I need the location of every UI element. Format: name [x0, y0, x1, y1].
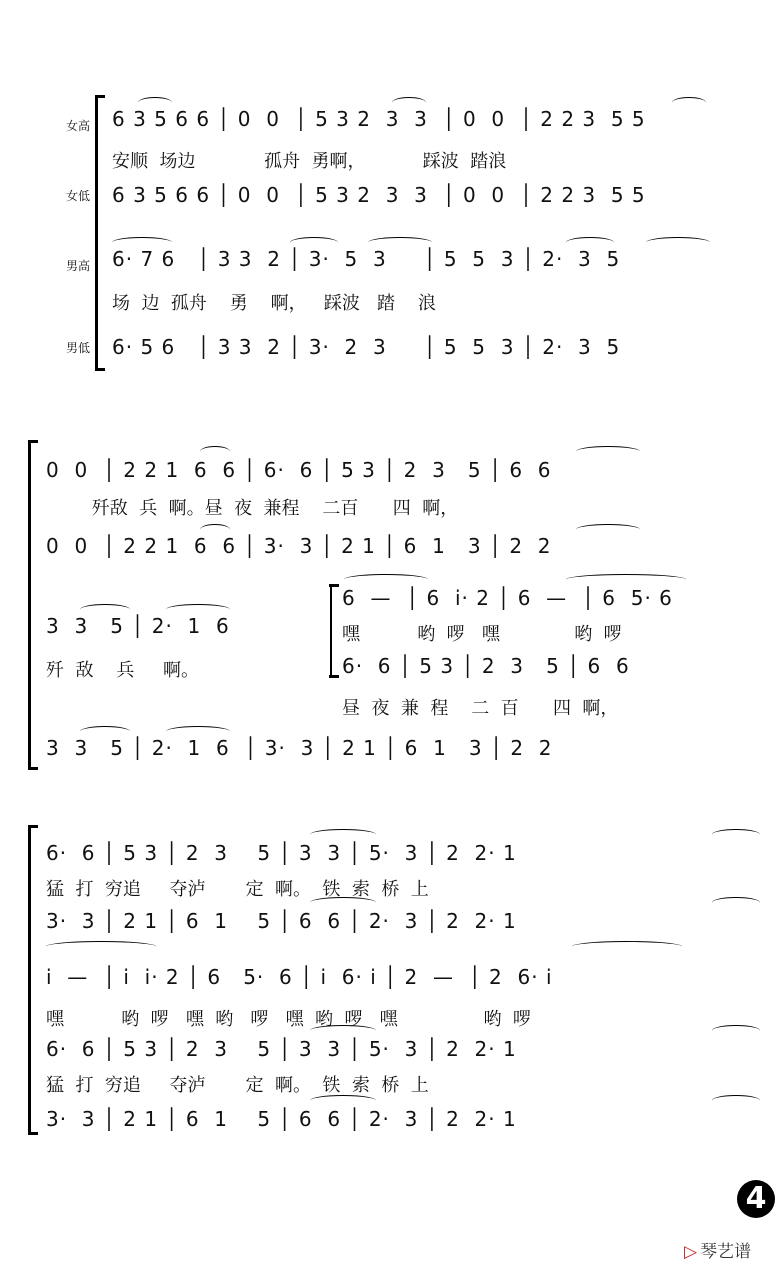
soprano-lyrics: 猛 打 穷追 夺泸 定 啊。 铁 索 桥 上 [46, 879, 429, 900]
slur [712, 829, 760, 840]
slur [200, 524, 230, 535]
logo-mark-icon: ▷ [684, 1242, 698, 1262]
slur [566, 237, 614, 248]
page-number-badge: 4 [737, 1180, 775, 1218]
slur [166, 726, 230, 737]
tenor-lyrics: 嘿 哟 啰 嘿 哟 啰 嘿 哟 啰 嘿 哟 啰 [46, 1009, 531, 1030]
slur [712, 1025, 760, 1036]
slur [80, 726, 130, 737]
soprano-lyrics: 歼敌 兵 啊。昼 夜 兼程 二百 四 啊， [46, 498, 459, 519]
alto-notes: 3· 3 │ 2 1 │ 6 1 5 │ 6 6 │ 2· 3 │ 2 2· 1 [46, 909, 517, 933]
tenor-notes: i — │ i i· 2 │ 6 5· 6 │ i 6· i │ 2 — │ 2 6· i [46, 965, 553, 989]
slur [576, 446, 640, 457]
soprano-notes: 0 0 │ 2 2 1 6 6 │ 6· 6 │ 5 3 │ 2 3 5 │ 6 6 [46, 458, 552, 482]
slur [112, 237, 172, 248]
slur [138, 97, 172, 108]
alto-notes: 0 0 │ 2 2 1 6 6 │ 3· 3 │ 2 1 │ 6 1 3 │ 2 2 [46, 534, 552, 558]
tenor-divisi-lower-lyrics: 昼 夜 兼 程 二 百 四 啊， [342, 698, 619, 719]
system-bracket [95, 97, 98, 369]
slur [310, 1095, 376, 1106]
slur [576, 524, 640, 535]
tenor-divisi-upper-notes: 6 — │ 6 i· 2 │ 6 — │ 6 5· 6 [342, 586, 673, 610]
slur [166, 604, 230, 615]
slur [392, 97, 426, 108]
bass-notes: 3 3 5 │ 2· 1 6 │ 3· 3 │ 2 1 │ 6 1 3 │ 2 2 [46, 736, 553, 760]
tenor-notes: 6· 7 6 │ 3 3 2 │ 3· 5 3 │ 5 5 3 │ 2· 3 5 [112, 247, 621, 271]
slur [672, 97, 706, 108]
bass-notes: 3· 3 │ 2 1 │ 6 1 5 │ 6 6 │ 2· 3 │ 2 2· 1 [46, 1107, 517, 1131]
voice-label-alto: 女低 [65, 189, 90, 203]
slur [310, 1025, 376, 1036]
slur [712, 1095, 760, 1106]
logo-text: 琴艺谱 [700, 1242, 752, 1262]
slur [310, 897, 376, 908]
slur [368, 237, 432, 248]
slur [290, 237, 338, 248]
tenor-lyrics: 歼 敌 兵 啊。 [46, 660, 199, 681]
tenor-divisi-upper-lyrics: 嘿 哟 啰 嘿 哟 啰 [342, 624, 622, 645]
tenor-divisi-lower-notes: 6· 6 │ 5 3 │ 2 3 5 │ 6 6 [342, 654, 630, 678]
slur [566, 574, 686, 585]
divisi-brace [330, 586, 332, 676]
bass-notes: 6· 5 6 │ 3 3 2 │ 3· 2 3 │ 5 5 3 │ 2· 3 5 [112, 335, 621, 359]
slur [80, 604, 130, 615]
tenor-lyrics: 场 边 孤舟 勇 啊， 踩波 踏 浪 [112, 293, 436, 314]
slur [344, 574, 428, 585]
alto-notes: 6 3 5 6 6 │ 0 0 │ 5 3 2 3 3 │ 0 0 │ 2 2 3 5 5 [112, 183, 646, 207]
slur [572, 941, 682, 952]
slur [310, 829, 376, 840]
soprano-notes: 6· 6 │ 5 3 │ 2 3 5 │ 3 3 │ 5· 3 │ 2 2· 1 [46, 841, 517, 865]
system-bracket [28, 827, 31, 1133]
voice-label-bass: 男低 [65, 341, 90, 355]
slur [200, 446, 230, 457]
soprano-lyrics: 安顺 场边 孤舟 勇啊， 踩波 踏浪 [112, 151, 507, 172]
voice-label-tenor: 男高 [65, 259, 90, 273]
bass-upper-notes: 6· 6 │ 5 3 │ 2 3 5 │ 3 3 │ 5· 3 │ 2 2· 1 [46, 1037, 517, 1061]
tenor-notes: 3 3 5 │ 2· 1 6 [46, 614, 230, 638]
slur [46, 941, 156, 952]
bass-upper-lyrics: 猛 打 穷追 夺泸 定 啊。 铁 索 桥 上 [46, 1075, 429, 1096]
slur [646, 237, 710, 248]
system-bracket [28, 442, 31, 768]
soprano-notes: 6 3 5 6 6 │ 0 0 │ 5 3 2 3 3 │ 0 0 │ 2 2 3 5 5 [112, 107, 646, 131]
voice-label-soprano: 女高 [65, 119, 90, 133]
slur [712, 897, 760, 908]
site-logo [684, 1237, 751, 1262]
